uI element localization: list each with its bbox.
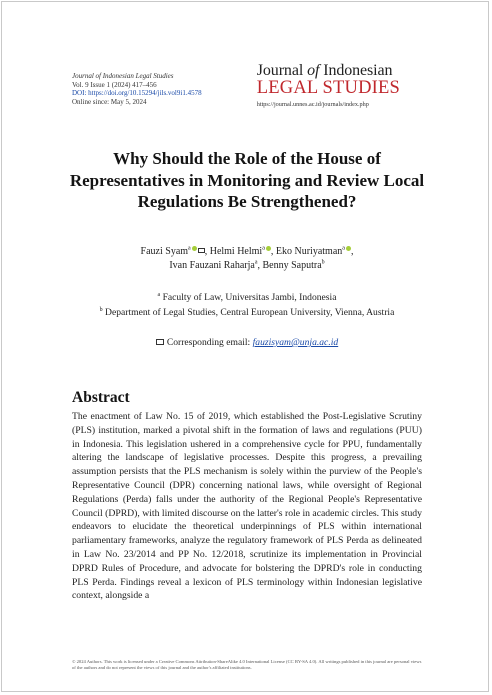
orcid-icon[interactable]: [346, 246, 351, 251]
author-list: [62, 245, 432, 273]
logo-word-indonesian: Indonesian: [319, 62, 393, 79]
author-line-2: Ivan Fauzani Raharja$^a$, Benny Saputra$^b$: [169, 259, 325, 271]
author-line-1: Fauzi Syam$^a$ , Helmi Helmi$^a$ , Eko Nuriyatman$^a$ ,: [140, 245, 354, 257]
affiliation-text: Department of Legal Studies, Central European University, Vienna, Austria: [105, 306, 395, 318]
author-sup: a: [254, 259, 258, 266]
license-footer: © 2024 Authors. This work is licensed under a Creative Commons Attribution-ShareAlike 4.0 International License (CC BY-SA 4.0). All writings published in this journal are personal views of the authors and do not represent the views of this journal and the author's affiliated institutions.: [72, 659, 422, 670]
author-name: Helmi Helmi: [209, 246, 263, 257]
envelope-icon: [156, 339, 164, 345]
orcid-icon[interactable]: [266, 246, 271, 251]
online-since: Online since: May 5, 2024: [72, 97, 147, 106]
affiliation-sup: a: [157, 291, 161, 298]
mail-icon[interactable]: [198, 248, 205, 253]
author-sup: a: [188, 245, 191, 252]
corresponding-email-link[interactable]: fauzisyam@unja.ac.id: [252, 337, 339, 348]
logo-word-of: of: [307, 62, 320, 79]
author-name: Benny Saputra: [262, 260, 322, 271]
journal-logo: [257, 62, 400, 108]
corresponding-author: [62, 337, 432, 348]
corresponding-label: Corresponding email:: [166, 337, 253, 348]
affiliation-sup: b: [99, 306, 103, 313]
author-name: Ivan Fauzani Raharja: [169, 260, 255, 271]
author-name: Fauzi Syam: [140, 246, 189, 257]
journal-name: Journal of Indonesian Legal Studies: [72, 72, 174, 80]
volume-line: Vol. 9 Issue 1 (2024) 417–456: [72, 80, 157, 89]
paper-title: Why Should the Role of the House of Representatives in Monitoring and Review Local Regulations Be Strengthened?: [69, 149, 425, 211]
author-sup: b: [321, 259, 325, 266]
paper-page: [1, 1, 489, 692]
journal-meta: [72, 72, 202, 106]
affiliation-a: [62, 291, 432, 306]
affiliation-text: Faculty of Law, Universitas Jambi, Indonesia: [162, 292, 337, 303]
logo-word-journal: Journal: [256, 62, 308, 79]
affiliations: [62, 291, 432, 320]
author-sup: a: [262, 245, 265, 252]
orcid-icon[interactable]: [192, 246, 197, 251]
author-name: Eko Nuriyatman: [275, 246, 343, 257]
author-sup: a: [342, 245, 345, 252]
logo-line1: [257, 62, 400, 79]
journal-url[interactable]: https://journal.unnes.ac.id/journals/index.php: [256, 101, 369, 108]
abstract-heading: Abstract: [72, 389, 130, 406]
doi-link[interactable]: DOI: https://doi.org/10.15294/jils.vol9i1.4578: [72, 89, 202, 98]
logo-line2: LEGAL STUDIES: [256, 78, 400, 98]
abstract-text: The enactment of Law No. 15 of 2019, which established the Post-Legislative Scrutiny (PLS) institution, marked a pivotal shift in the formation of laws and regulations (PUU) in Indonesia. This legislation ushered in a comprehensive cycle for PPU, fundamentally altering the landscape of legislative processes. Despite this progress, a prevailing assumption persists that the PLS mechanism is solely within the purview of the People's Representative Council (DPR) concerning national laws, while oversight of Regional Regulations (Perda) falls under the authority of the Regional People's Representative Council (DPRD), with limited discourse on the latter's role in academic circles. This study endeavors to elucidate the theoretical underpinnings of PLS within international parliamentary frameworks, analyze the regulatory framework of PLS Perda as delineated in Law No. 23/2014 and PP No. 12/2018, scrutinize its implementation in Provincial DPRD Rules of Procedure, and advocate for bolstering the DPRD's role in conducting PLS Perda. Findings reveal a lexicon of PLS terminology within Indonesian legislative context, alongside a: [72, 411, 422, 602]
affiliation-b: [62, 306, 432, 321]
